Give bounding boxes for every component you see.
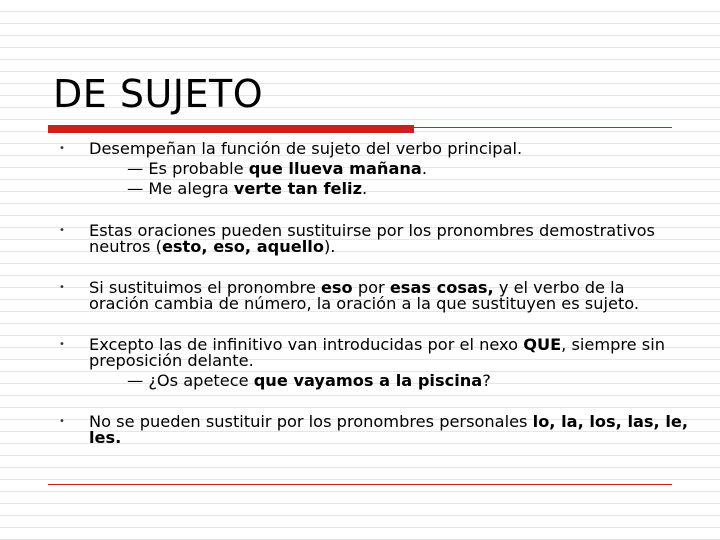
bullet-text [89, 278, 639, 313]
example-run-text: . [362, 179, 368, 198]
bullet-text [89, 221, 655, 256]
bullet-1 [59, 139, 689, 198]
bullet-run-text: por [352, 278, 390, 297]
bullet-run-bold: QUE [523, 335, 562, 354]
bullet-text [89, 335, 665, 370]
bullet-dot-icon: • [59, 416, 65, 427]
example-run-bold: que vayamos a la piscina [253, 371, 483, 390]
slide-title: DE SUJETO [53, 72, 264, 116]
bullet-4 [59, 335, 689, 390]
example-run-bold: verte tan feliz [233, 179, 363, 198]
bullet-run-text: y el verbo de la oración cambia de número, la oración a la que sustituyen es sujeto. [89, 278, 640, 313]
example-run-bold: que llueva mañana [248, 159, 422, 178]
bullet-run-text: Excepto las de infinitivo van introducidas por el nexo [89, 335, 524, 354]
bullet-run-text: , siempre sin preposición delante. [89, 335, 665, 370]
bullet-run-bold: lo, la, los, las, le, les. [89, 412, 689, 447]
bullet-text [89, 139, 522, 158]
example-run-text: . [421, 159, 427, 178]
title-underline-thick [48, 125, 414, 133]
bullet-2 [59, 221, 689, 256]
bullet-run-bold: esto, eso, aquello [161, 237, 324, 256]
bullet-run-bold: esas cosas, [389, 278, 494, 297]
example-run-text: — Es probable [127, 159, 249, 178]
bullet-5 [59, 412, 689, 447]
bullet-dot-icon: • [59, 282, 65, 293]
example-line [89, 373, 689, 389]
bullet-run-text: Desempeñan la función de sujeto del verbo principal. [89, 139, 523, 158]
example-line [89, 181, 689, 197]
bullet-3 [59, 278, 689, 313]
example-run-text: ? [482, 371, 491, 390]
bullet-run-text: No se pueden sustituir por los pronombres personales [89, 412, 533, 431]
example-run-text: — ¿Os apetece [127, 371, 254, 390]
bullet-run-bold: eso [320, 278, 353, 297]
bullet-run-text: Si sustituimos el pronombre [89, 278, 321, 297]
bullet-dot-icon: • [59, 225, 65, 236]
example-run-text: — Me alegra [127, 179, 234, 198]
example-line [89, 161, 689, 177]
bottom-divider [48, 484, 672, 485]
bullet-dot-icon: • [59, 143, 65, 154]
bullet-run-text: Estas oraciones pueden sustituirse por los pronombres demostrativos neutros ( [89, 221, 655, 256]
bullet-text [89, 412, 688, 447]
bullet-dot-icon: • [59, 339, 65, 350]
title-underline-thin [414, 127, 672, 128]
bullet-run-text: ). [323, 237, 336, 256]
